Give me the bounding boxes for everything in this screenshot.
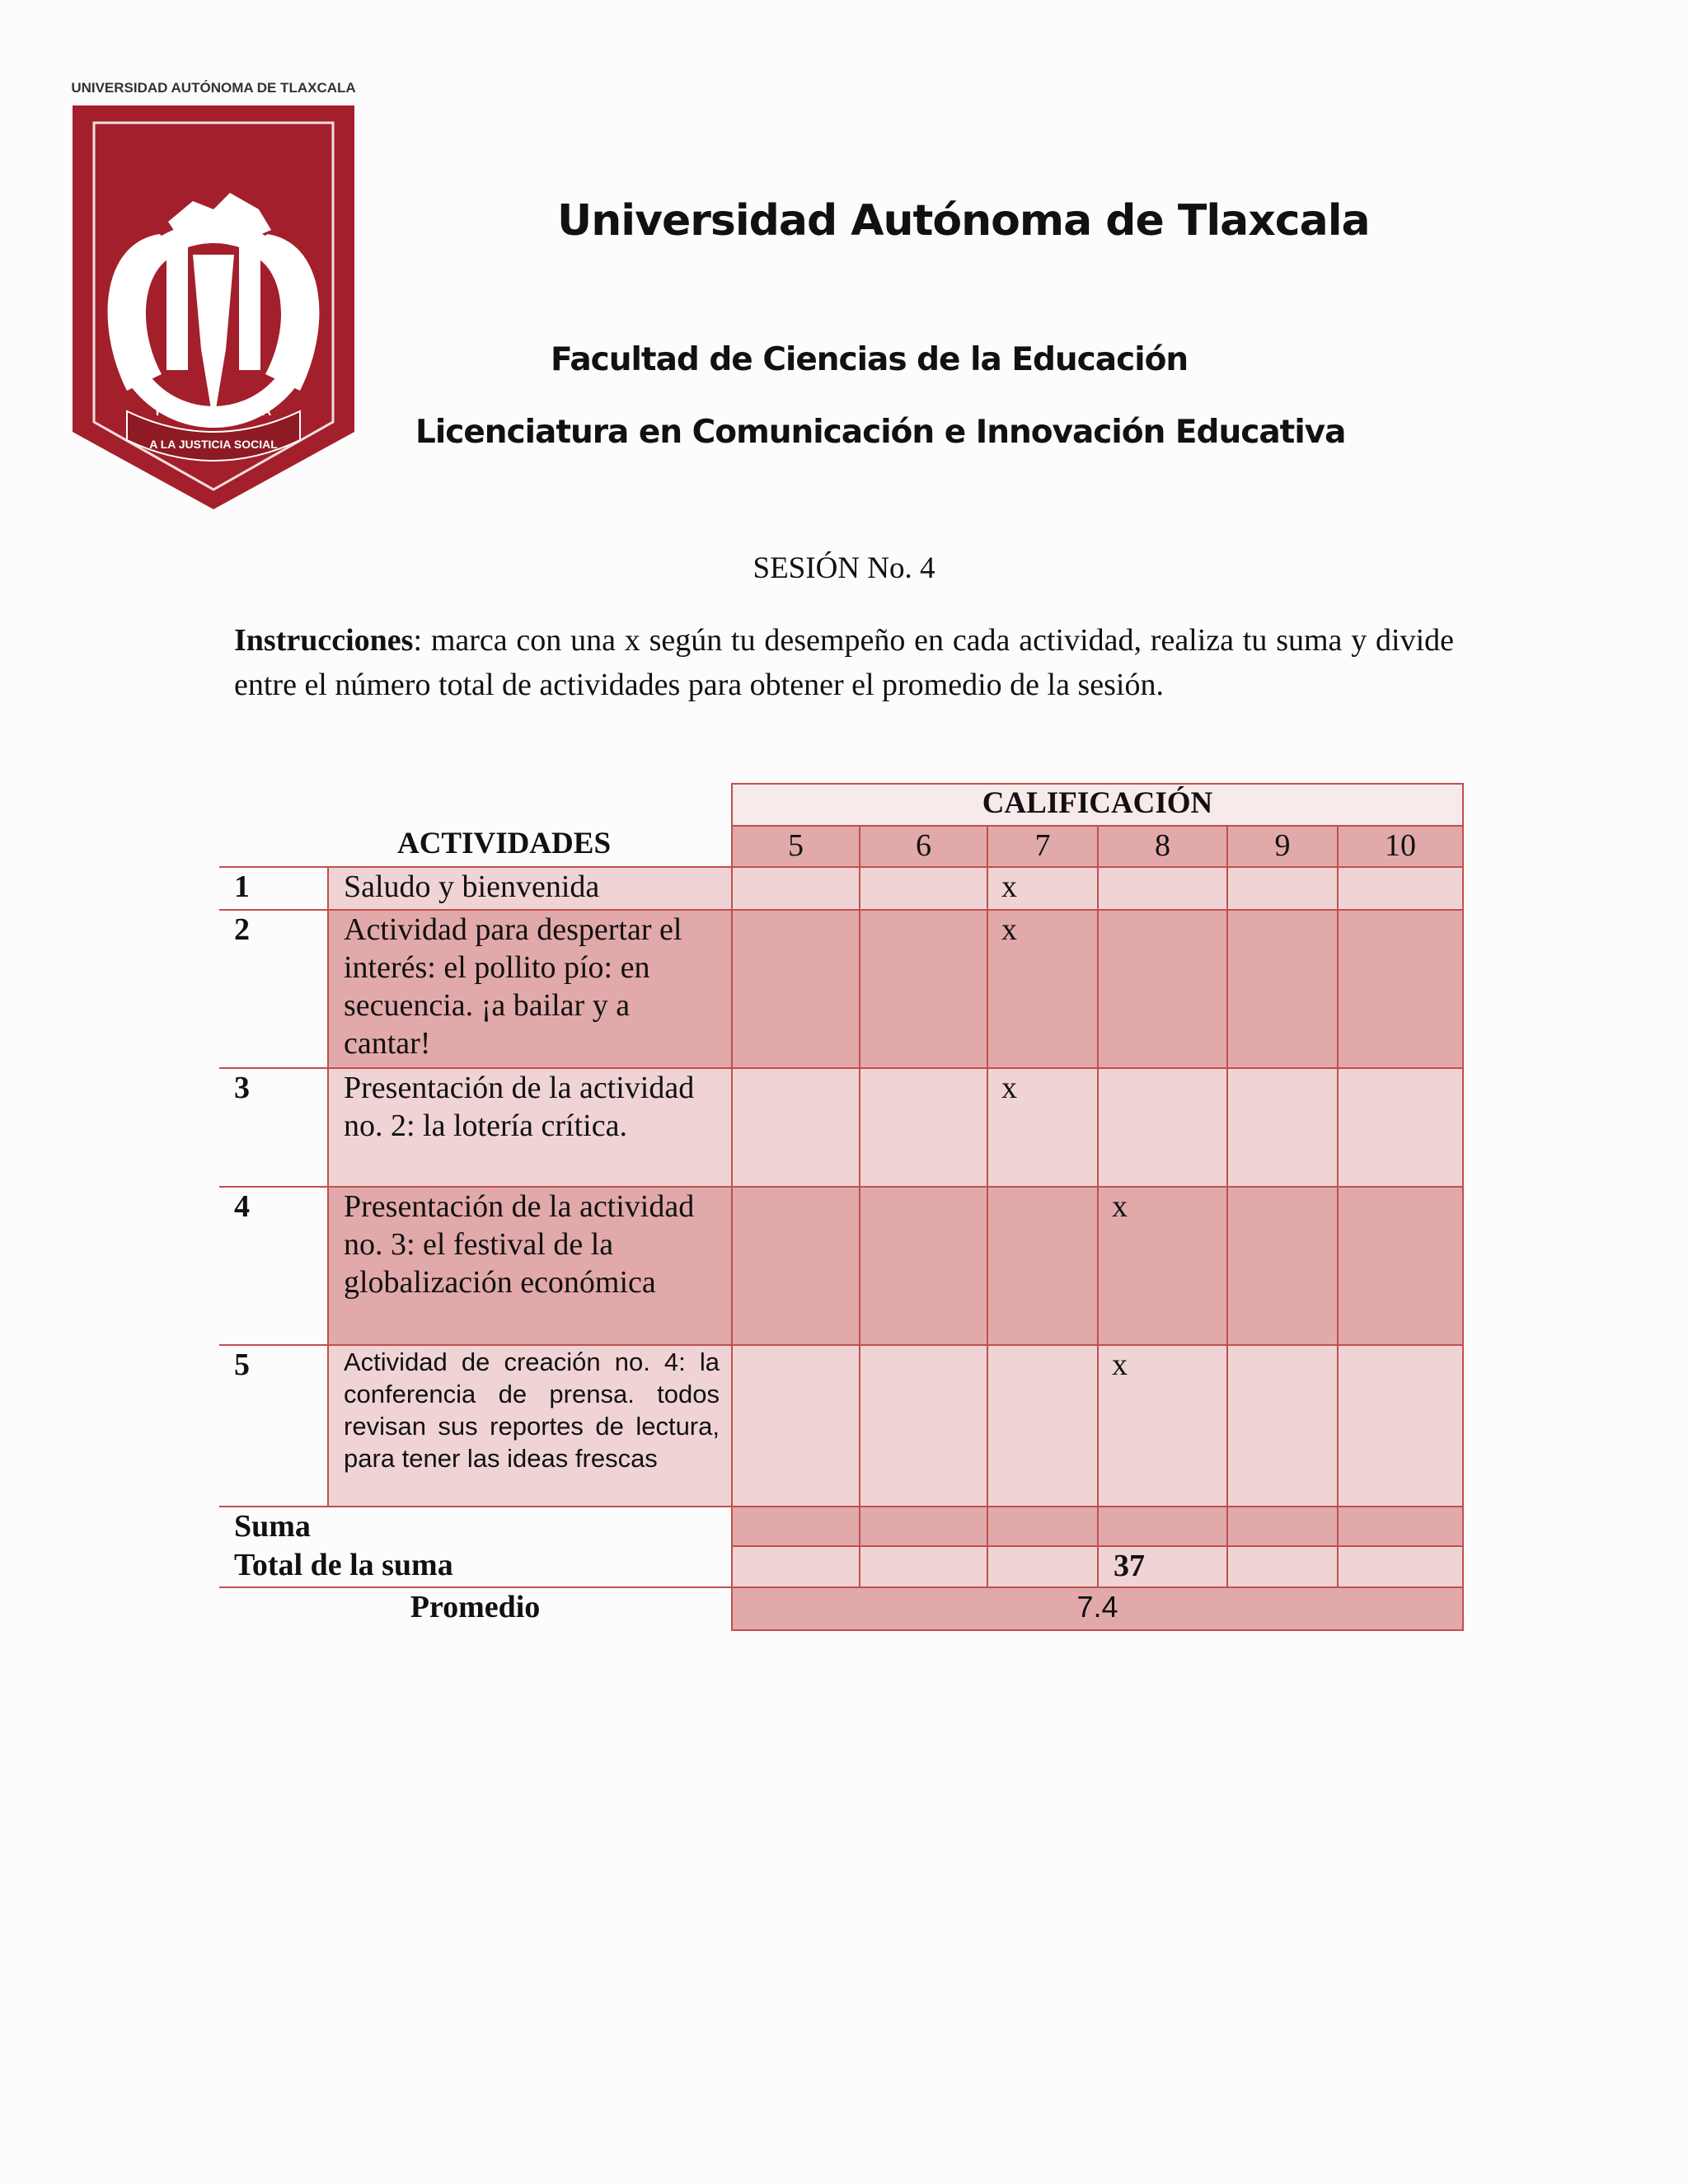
grade-cell[interactable]: x (987, 867, 1098, 910)
degree-name: Licenciatura en Comunicación e Innovación Educativa (415, 414, 1346, 451)
grade-cell[interactable] (1227, 1187, 1338, 1345)
grade-cell[interactable] (1338, 1068, 1463, 1187)
logo-university-text: UNIVERSIDAD AUTÓNOMA DE TLAXCALA (71, 80, 356, 96)
instructions-paragraph (234, 618, 1454, 707)
score-7: 7 (987, 826, 1098, 868)
activity-cell: Actividad de creación no. 4: la conferencia de prensa. todos revisan sus reportes de lectura, para tener las ideas frescas (344, 1347, 720, 1473)
score-8: 8 (1098, 826, 1227, 868)
grade-cell[interactable] (860, 1068, 987, 1187)
grade-cell[interactable]: x (1098, 1345, 1227, 1507)
grade-cell[interactable] (987, 1345, 1098, 1507)
average-label: Promedio (410, 1590, 541, 1624)
activity-cell: Presentación de la actividad no. 2: la lotería crítica. (328, 1068, 732, 1187)
row-number: 3 (219, 1068, 328, 1187)
grade-cell[interactable] (860, 1187, 987, 1345)
university-title: Universidad Autónoma de Tlaxcala (557, 196, 1370, 246)
grade-header: CALIFICACIÓN (732, 784, 1463, 826)
table-row (219, 1068, 1463, 1187)
grade-cell[interactable] (1227, 867, 1338, 910)
sum-cell[interactable] (1098, 1507, 1227, 1546)
sum-cell[interactable] (732, 1507, 860, 1546)
grade-cell[interactable] (1338, 1187, 1463, 1345)
grade-cell[interactable] (1338, 910, 1463, 1068)
total-cell[interactable] (1227, 1546, 1338, 1587)
grade-cell[interactable] (1227, 1345, 1338, 1507)
grade-cell[interactable] (732, 910, 860, 1068)
sum-row (219, 1507, 1463, 1546)
grade-cell[interactable] (987, 1187, 1098, 1345)
table-row (219, 867, 1463, 910)
grade-cell[interactable]: x (987, 910, 1098, 1068)
total-cell[interactable] (860, 1546, 987, 1587)
instructions-label: Instrucciones (234, 623, 414, 658)
grade-cell[interactable] (860, 910, 987, 1068)
score-6: 6 (860, 826, 987, 868)
activity-cell: Saludo y bienvenida (328, 867, 732, 910)
logo-motto-line2: A LA JUSTICIA SOCIAL (149, 438, 278, 451)
activities-header: ACTIVIDADES (396, 827, 612, 860)
table-row (219, 1345, 1463, 1507)
table-row (219, 1187, 1463, 1345)
total-value[interactable]: 37 (1098, 1546, 1227, 1587)
session-number: SESIÓN No. 4 (753, 551, 935, 585)
sum-label: Suma (219, 1507, 732, 1546)
instructions-text: : marca con una x según tu desempeño en cada actividad, realiza tu suma y divide entre el número total de actividades para obtener el promedio de la sesión. (234, 623, 1454, 702)
grade-cell[interactable] (860, 1345, 987, 1507)
total-row (219, 1546, 1463, 1587)
logo-motto-line1: POR LA CULTURA (155, 405, 272, 419)
grade-cell[interactable] (1227, 1068, 1338, 1187)
score-10: 10 (1338, 826, 1463, 868)
grade-cell[interactable] (732, 1068, 860, 1187)
total-label: Total de la suma (219, 1546, 732, 1587)
sum-cell[interactable] (860, 1507, 987, 1546)
sum-cell[interactable] (1338, 1507, 1463, 1546)
score-5: 5 (732, 826, 860, 868)
row-number: 2 (219, 910, 328, 1068)
grade-cell[interactable] (732, 867, 860, 910)
activity-cell: Presentación de la actividad no. 3: el festival de la globalización económica (328, 1187, 732, 1345)
total-cell[interactable] (1338, 1546, 1463, 1587)
row-number: 1 (219, 867, 328, 910)
grade-cell[interactable]: x (987, 1068, 1098, 1187)
grades-table (219, 783, 1464, 1631)
total-cell[interactable] (987, 1546, 1098, 1587)
grade-cell[interactable] (860, 867, 987, 910)
grade-cell[interactable] (1338, 1345, 1463, 1507)
grade-cell[interactable] (732, 1187, 860, 1345)
table-row (219, 910, 1463, 1068)
total-cell[interactable] (732, 1546, 860, 1587)
grade-cell[interactable] (1098, 910, 1227, 1068)
sum-cell[interactable] (987, 1507, 1098, 1546)
grade-cell[interactable] (1338, 867, 1463, 910)
activity-cell: Actividad para despertar el interés: el pollito pío: en secuencia. ¡a bailar y a cantar! (328, 910, 732, 1068)
average-value[interactable]: 7.4 (732, 1587, 1463, 1630)
row-number: 4 (219, 1187, 328, 1345)
average-row (219, 1587, 1463, 1630)
faculty-name: Facultad de Ciencias de la Educación (551, 341, 1189, 378)
grade-cell[interactable]: x (1098, 1187, 1227, 1345)
grade-cell[interactable] (1227, 910, 1338, 1068)
grade-cell[interactable] (732, 1345, 860, 1507)
row-number: 5 (219, 1345, 328, 1507)
grade-cell[interactable] (1098, 1068, 1227, 1187)
sum-cell[interactable] (1227, 1507, 1338, 1546)
score-9: 9 (1227, 826, 1338, 868)
university-logo (69, 77, 358, 514)
grade-cell[interactable] (1098, 867, 1227, 910)
